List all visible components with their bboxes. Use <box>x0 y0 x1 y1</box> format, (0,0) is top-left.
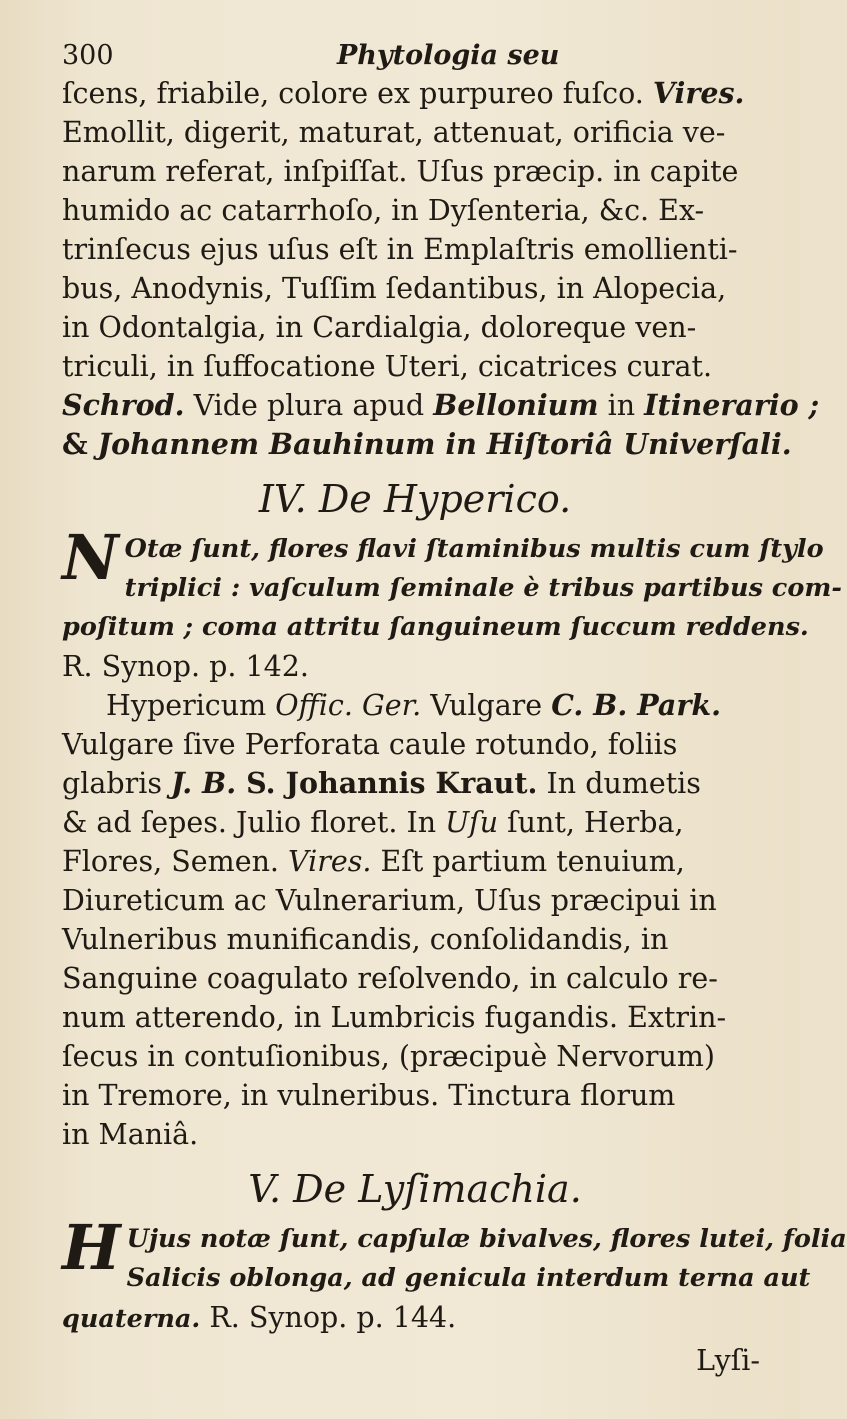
page-number: 300 <box>62 40 114 71</box>
body-text <box>62 74 847 1380</box>
text-line: glabris J. B. S. Johannis Kraut. In dumetis <box>62 766 701 800</box>
section-heading-hypericum: IV. De Hyperico. <box>258 477 572 521</box>
text-line: trinſecus ejus uſus eſt in Emplaſtris emollienti- <box>62 233 738 266</box>
text-line: triplici : vaſculum ſeminale è tribus partibus com- <box>124 573 842 603</box>
text-line: Ujus notæ ſunt, capſulæ bivalves, flores lutei, folia <box>126 1224 847 1254</box>
text-line: R. Synop. p. 142. <box>62 650 309 683</box>
page-header <box>62 40 762 76</box>
section-heading-lysimachia: V. De Lyſimachia. <box>248 1167 582 1211</box>
text-line: in Maniâ. <box>62 1118 199 1151</box>
text-line: Vulgare ſive Perforata caule rotundo, foliis <box>62 728 678 761</box>
text-line: poſitum ; coma attritu ſanguineum ſuccum reddens. <box>62 612 809 642</box>
section-description-lysimachia <box>62 1211 847 1339</box>
text-line: Schrod. Vide plura apud Bellonium in Itinerario ; <box>62 388 820 422</box>
text-line: Sanguine coagulato reſolvendo, in calculo re- <box>62 962 718 995</box>
text-line: Otæ ſunt, flores flavi ſtaminibus multis cum ſtylo <box>124 534 824 564</box>
text-line: narum referat, inſpiſſat. Uſus præcip. in capite <box>62 155 739 188</box>
drop-cap: N <box>62 521 119 594</box>
text-line: humido ac catarrhoſo, in Dyſenteria, &c. Ex- <box>62 194 705 227</box>
text-line: ſecus in contuſionibus, (præcipuè Nervorum) <box>62 1040 716 1073</box>
text-line: Emollit, digerit, maturat, attenuat, orificia ve- <box>62 116 726 149</box>
drop-cap: H <box>62 1211 121 1284</box>
text-line: Vulneribus munificandis, conſolidandis, in <box>62 923 669 956</box>
text-line: in Tremore, in vulneribus. Tinctura florum <box>62 1079 676 1112</box>
catchword: Lyſi- <box>696 1344 760 1377</box>
text-line: bus, Anodynis, Tuſſim ſedantibus, in Alopecia, <box>62 272 727 305</box>
text-line: & Johannem Bauhinum in Hiſtoriâ Univerſali. <box>62 427 792 461</box>
text-line: Flores, Semen. Vires. Eſt partium tenuium, <box>62 845 685 878</box>
text-line: Diureticum ac Vulnerarium, Uſus præcipui in <box>62 884 717 917</box>
text-line: triculi, in ſuffocatione Uteri, cicatrices curat. <box>62 350 713 383</box>
text-line: quaterna. R. Synop. p. 144. <box>62 1301 457 1334</box>
text-line: Salicis oblonga, ad genicula interdum terna aut <box>126 1263 811 1293</box>
text-line: in Odontalgia, in Cardialgia, doloreque ven- <box>62 311 697 344</box>
running-head: Phytologia seu <box>337 40 560 71</box>
text-line: & ad ſepes. Julio floret. In Uſu ſunt, Herba, <box>62 806 684 839</box>
text-line: ſcens, friabile, colore ex purpureo fuſco. Vires. <box>62 76 745 110</box>
section-description-hypericum <box>62 521 842 686</box>
text-line: Hypericum Offic. Ger. Vulgare C. B. Park. <box>106 688 722 722</box>
text-line: num atterendo, in Lumbricis fugandis. Extrin- <box>62 1001 727 1034</box>
